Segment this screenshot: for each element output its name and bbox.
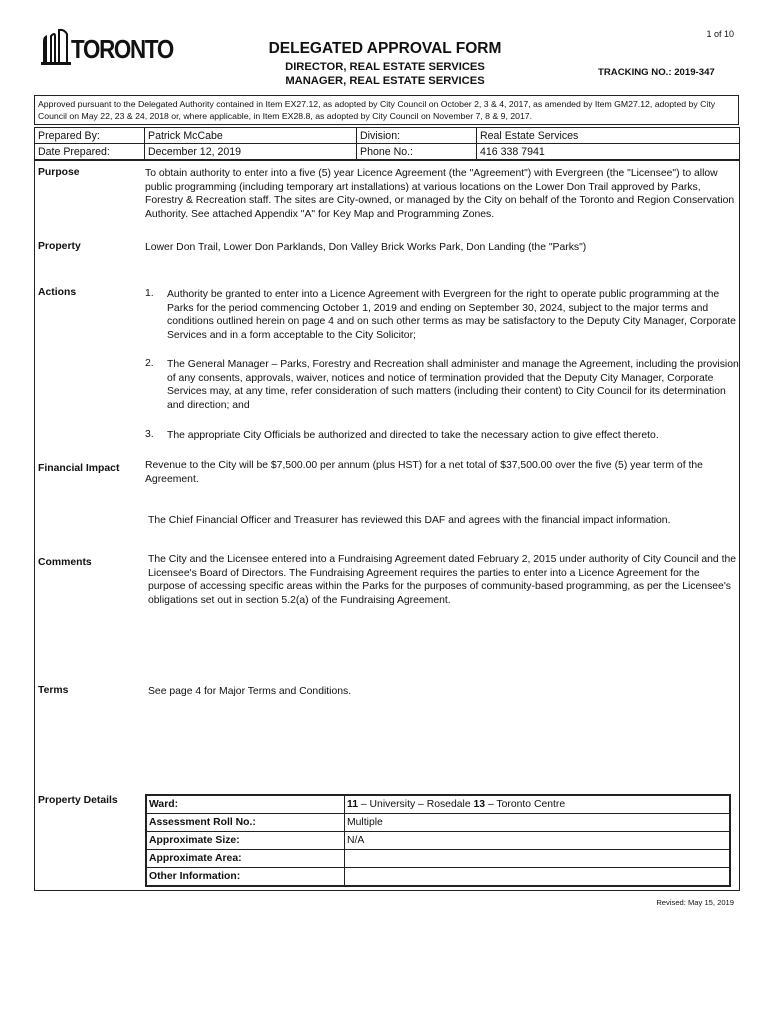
ward-number-2: 13 bbox=[473, 799, 486, 810]
ward-value bbox=[345, 795, 731, 814]
other-information-label: Other Information: bbox=[146, 868, 345, 887]
tracking-number bbox=[598, 67, 715, 78]
action-1-number: 1. bbox=[145, 288, 154, 299]
financial-impact-label: Financial Impact bbox=[38, 463, 120, 474]
date-prepared-label: Date Prepared: bbox=[35, 144, 145, 160]
division-value: Real Estate Services bbox=[477, 128, 740, 144]
city-of-toronto-logo bbox=[41, 28, 173, 70]
tracking-label: TRACKING NO.: bbox=[598, 67, 672, 78]
date-prepared-value: December 12, 2019 bbox=[145, 144, 357, 160]
property-details-label: Property Details bbox=[38, 795, 118, 806]
approximate-size-value: N/A bbox=[345, 832, 731, 850]
action-3-text: The appropriate City Officials be authorized and directed to take the necessary action to give effect thereto. bbox=[167, 430, 659, 441]
action-1-text: Authority be granted to enter into a Licence Agreement with Evergreen for the right to operate public programming at the Parks for the period commencing October 1, 2019 and ending on September 30, 2024, subject to the major terms and conditions outlined herein on page 4 and on such other terms as may be satisfactory to the Deputy City Manager, Corporate Services and in a form acceptable to the City Solicitor; bbox=[167, 289, 736, 341]
approximate-area-label: Approximate Area: bbox=[146, 850, 345, 868]
comments-label: Comments bbox=[38, 557, 92, 568]
financial-impact-text: Revenue to the City will be $7,500.00 per annum (plus HST) for a net total of $37,500.00 over the five (5) year term of the Agreement. bbox=[145, 460, 703, 485]
action-3-number: 3. bbox=[145, 429, 154, 440]
property-text: Lower Don Trail, Lower Don Parklands, Don Valley Brick Works Park, Don Landing (the "Parks") bbox=[145, 242, 587, 253]
authority-statement: Approved pursuant to the Delegated Authority contained in Item EX27.12, as adopted by City Council on October 2, 3 & 4, 2017, as amended by Item GM27.12, adopted by City Council on May 22, 23 & 24, 2018 or, where applicable, in Item EX28.8, as adopted by City Council on November 7, 8 & 9, 2017. bbox=[34, 95, 739, 125]
prepared-by-label: Prepared By: bbox=[35, 128, 145, 144]
form-subtitle-manager: MANAGER, REAL ESTATE SERVICES bbox=[285, 75, 485, 87]
page-number: 1 of 10 bbox=[706, 29, 734, 39]
ward-number-1: 11 bbox=[347, 799, 358, 810]
assessment-roll-label: Assessment Roll No.: bbox=[146, 814, 345, 832]
property-details-table bbox=[145, 794, 731, 887]
revision-date: Revised: May 15, 2019 bbox=[656, 898, 734, 907]
division-label: Division: bbox=[357, 128, 477, 144]
terms-label: Terms bbox=[38, 685, 69, 696]
phone-label: Phone No.: bbox=[357, 144, 477, 160]
city-hall-icon bbox=[41, 28, 71, 66]
actions-label: Actions bbox=[38, 287, 77, 298]
property-label: Property bbox=[38, 241, 81, 252]
preparer-info-table bbox=[34, 127, 740, 160]
action-2-text: The General Manager – Parks, Forestry and Recreation shall administer and manage the Agreement, including the provision of any consents, approvals, waiver, notices and notice of termination provided that the Deputy City Manager, Corporate Services may, at any time, refer consideration of such matters (including their content) to City Council for its determination and direction; and bbox=[167, 359, 739, 411]
form-subtitle-director: DIRECTOR, REAL ESTATE SERVICES bbox=[285, 61, 485, 73]
assessment-roll-value: Multiple bbox=[345, 814, 731, 832]
purpose-text: To obtain authority to enter into a five (5) year Licence Agreement (the "Agreement") with Evergreen (the "Licensee") to allow public programming (including temporary art installations) at various locations on the Lower Don Trail approved by Parks, Forestry & Recreation staff. The sites are City-owned, or managed by the City on behalf of the Toronto and Region Conservation Authority. See attached Appendix "A" for Key Map and Programming Zones. bbox=[145, 168, 735, 220]
purpose-label: Purpose bbox=[38, 167, 80, 178]
cfo-review-text: The Chief Financial Officer and Treasurer has reviewed this DAF and agrees with the financial impact information. bbox=[148, 515, 671, 526]
comments-text: The City and the Licensee entered into a Fundraising Agreement dated February 2, 2015 under authority of City Council and the Licensee's Board of Directors. The Fundraising Agreement requires the parties to enter into a Licence Agreement for the purpose of accessing specific areas within the Parks for the purposes of community-based programming, as per the Licensee's obligations set out in section 5.2(a) of the Fundraising Agreement. bbox=[148, 554, 737, 606]
approximate-size-label: Approximate Size: bbox=[146, 832, 345, 850]
form-body bbox=[34, 160, 740, 891]
ward-name-1: – University – Rosedale bbox=[357, 799, 474, 810]
phone-value: 416 338 7941 bbox=[477, 144, 740, 160]
ward-name-2: – Toronto Centre bbox=[485, 799, 566, 810]
form-title: DELEGATED APPROVAL FORM bbox=[268, 40, 502, 57]
action-2-number: 2. bbox=[145, 358, 154, 369]
other-information-value bbox=[345, 868, 731, 887]
tracking-value: 2019-347 bbox=[674, 67, 715, 78]
ward-label: Ward: bbox=[146, 795, 345, 814]
logo-wordmark: TORONTO bbox=[71, 34, 173, 64]
prepared-by-value: Patrick McCabe bbox=[145, 128, 357, 144]
terms-text: See page 4 for Major Terms and Conditions. bbox=[148, 686, 352, 697]
approximate-area-value bbox=[345, 850, 731, 868]
